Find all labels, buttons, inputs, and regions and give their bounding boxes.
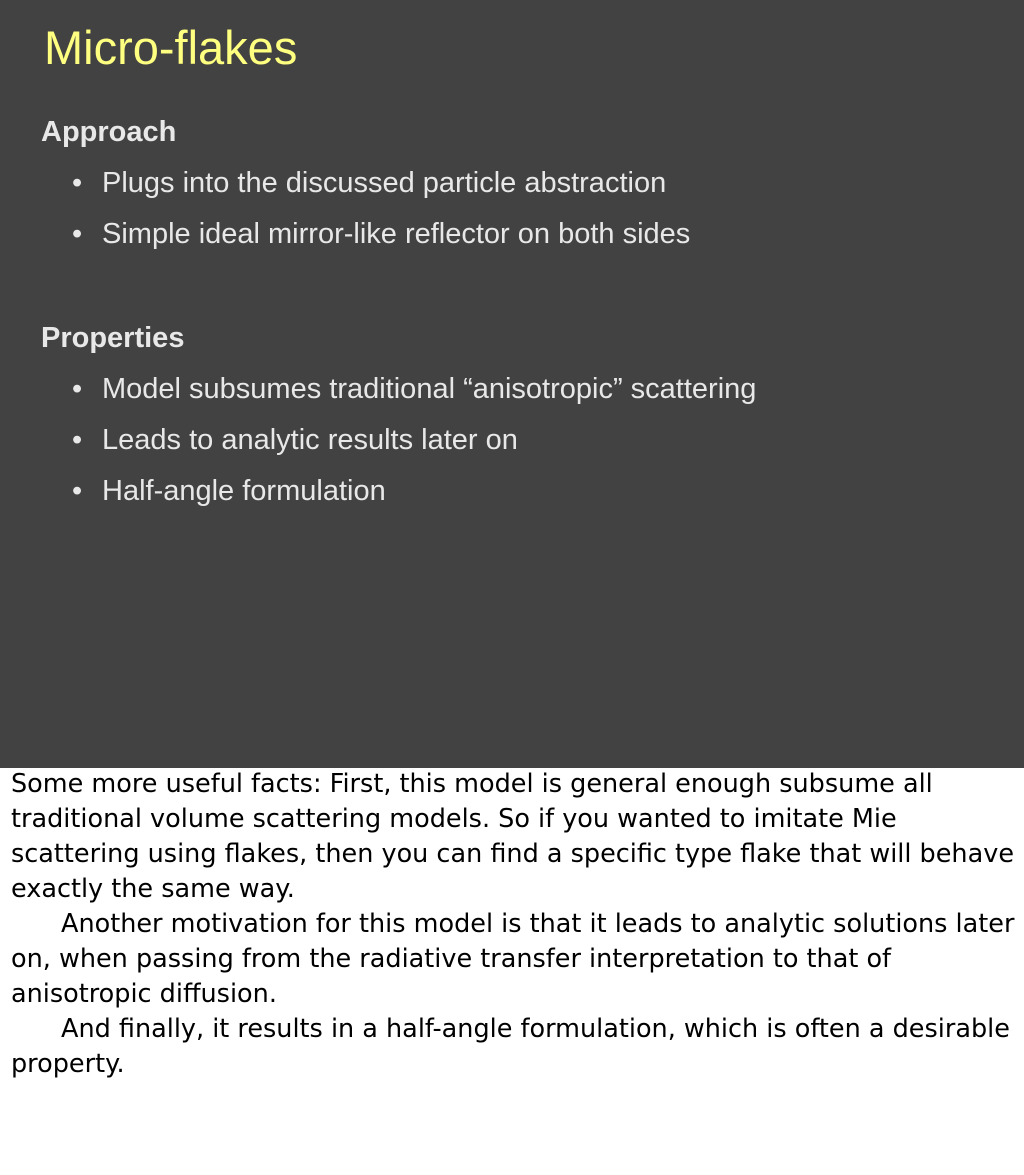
bullet-icon: •	[72, 475, 83, 507]
slide-title: Micro-flakes	[44, 21, 298, 74]
speaker-notes	[11, 767, 1021, 1082]
bullet	[72, 218, 690, 251]
bullet-text: Model subsumes traditional “anisotropic” scattering	[102, 373, 757, 405]
bullet	[72, 167, 666, 200]
notes-paragraph: Another motivation for this model is that it leads to analytic solutions later on, when passing from the radiative transfer interpretation to that of anisotropic diffusion.	[11, 909, 1015, 1009]
bullet-text: Leads to analytic results later on	[102, 424, 518, 456]
bullet-text: Simple ideal mirror-like reflector on both sides	[102, 218, 691, 250]
notes-paragraph: Some more useful facts: First, this model is general enough subsume all traditional volume scattering models. So if you wanted to imitate Mie scattering using flakes, then you can find a specific type flake that will behave exactly the same way.	[11, 769, 1015, 904]
notes-paragraph: And finally, it results in a half-angle formulation, which is often a desirable property.	[11, 1014, 1010, 1079]
bullet-icon: •	[72, 167, 83, 199]
bullet-text: Plugs into the discussed particle abstraction	[102, 167, 667, 199]
bullet-icon: •	[72, 424, 83, 456]
bullet	[72, 424, 518, 457]
bullet	[72, 373, 756, 406]
bullet-text: Half-angle formulation	[102, 475, 386, 507]
bullet-icon: •	[72, 373, 83, 405]
bullet	[72, 475, 386, 508]
bullet-icon: •	[72, 218, 83, 250]
section-heading-approach: Approach	[41, 116, 177, 148]
section-heading-properties: Properties	[41, 322, 185, 354]
